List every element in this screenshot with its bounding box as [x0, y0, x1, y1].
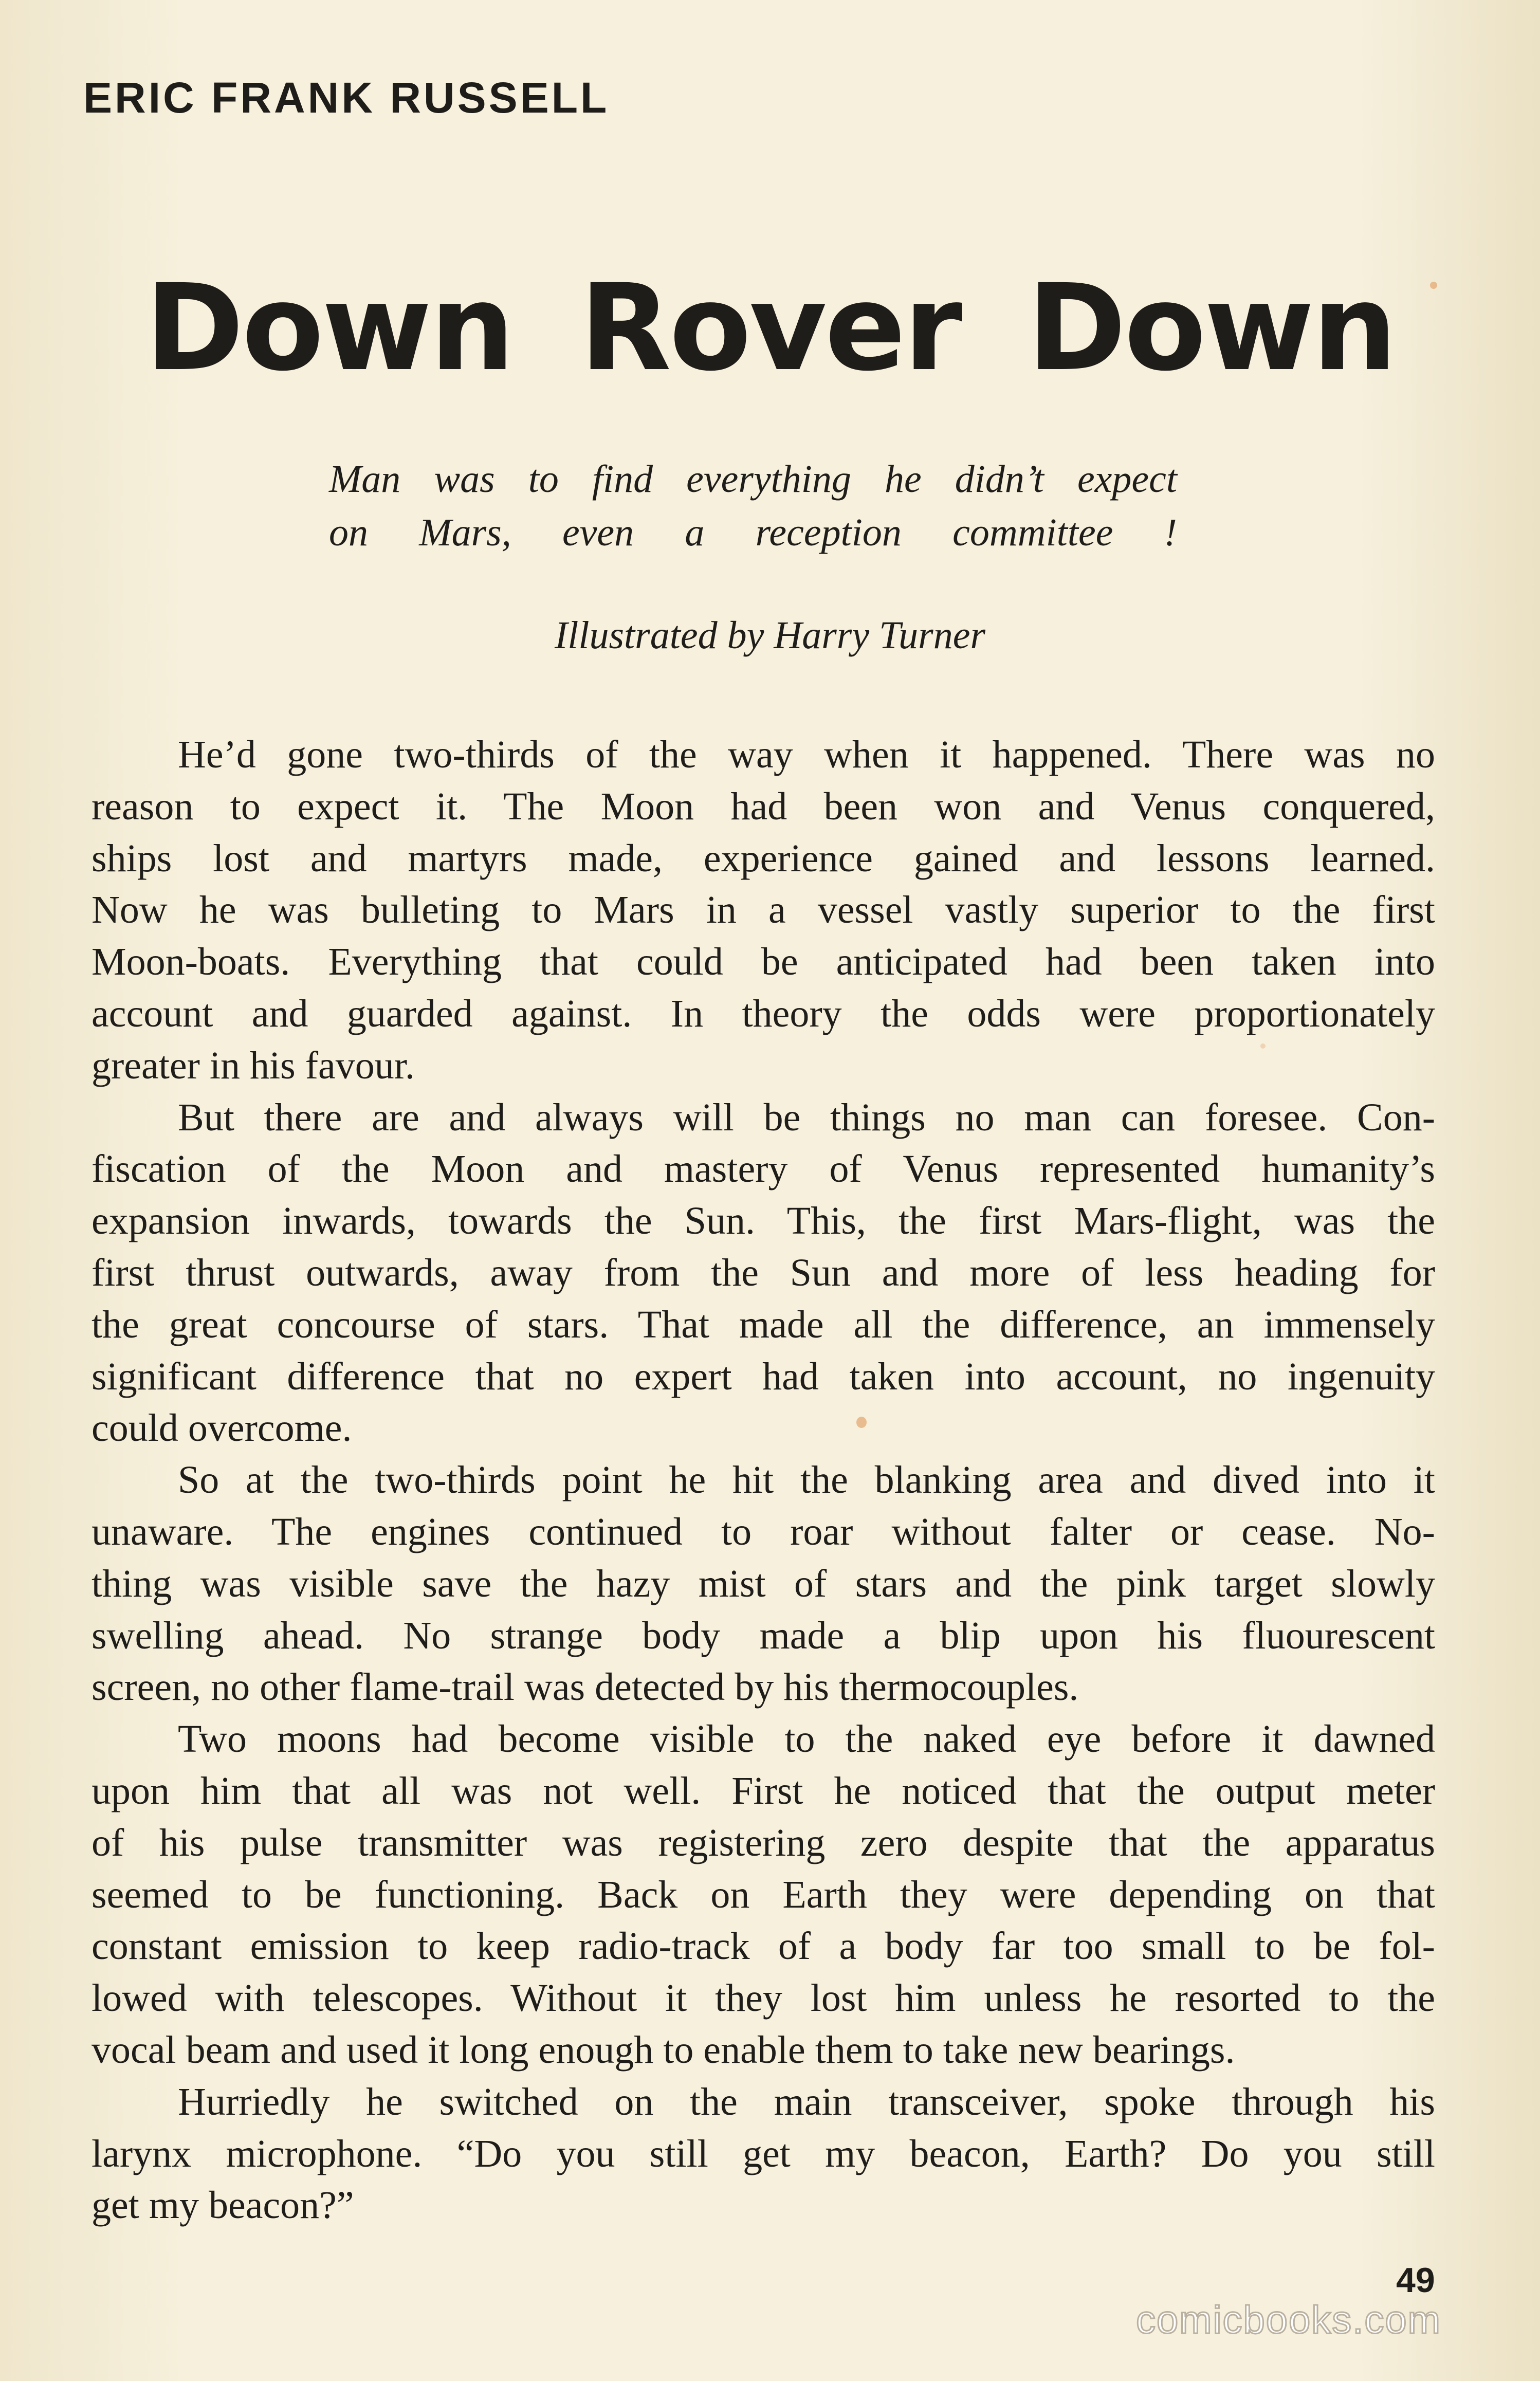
- story-title: [0, 259, 1540, 397]
- story-body: [91, 729, 1435, 2231]
- body-paragraph: [91, 1713, 1435, 2076]
- author-name: ERIC FRANK RUSSELL: [83, 74, 610, 122]
- body-line: screen, no other flame-trail was detected by his thermocouples.: [91, 1665, 1079, 1709]
- title-word-3: Down: [1027, 259, 1395, 397]
- body-line: swelling ahead. No strange body made a blip upon his fluourescent: [91, 1614, 1435, 1657]
- paper-speck: [1430, 282, 1437, 289]
- blurb-line-1: Man was to find everything he didn’t expect: [329, 457, 1177, 501]
- body-line: first thrust outwards, away from the Sun and more of less heading for: [91, 1251, 1435, 1294]
- body-line: upon him that all was not well. First he noticed that the output meter: [91, 1769, 1435, 1812]
- paper-speck: [1260, 1043, 1266, 1049]
- body-line: reason to expect it. The Moon had been won and Venus conquered,: [91, 784, 1435, 828]
- body-line: seemed to be functioning. Back on Earth they were depending on that: [91, 1873, 1435, 1916]
- body-line: ships lost and martyrs made, experience gained and lessons learned.: [91, 836, 1435, 880]
- body-line: lowed with telescopes. Without it they lost him unless he resorted to the: [91, 1976, 1435, 2020]
- body-line: the great concourse of stars. That made all the difference, an immensely: [91, 1303, 1435, 1346]
- body-line: So at the two-thirds point he hit the blanking area and dived into it: [178, 1458, 1435, 1502]
- story-blurb: [329, 452, 1177, 559]
- illustrator-credit: Illustrated by Harry Turner: [554, 614, 986, 657]
- page-number: 49: [1396, 2261, 1435, 2300]
- body-line: get my beacon?”: [91, 2184, 354, 2227]
- body-line: could overcome.: [91, 1406, 352, 1450]
- body-line: Two moons had become visible to the naked eye before it dawned: [178, 1717, 1435, 1761]
- body-line: greater in his favour.: [91, 1043, 415, 1087]
- blurb-line-2: on Mars, even a reception committee !: [329, 511, 1177, 554]
- body-line: Hurriedly he switched on the main transceiver, spoke through his: [178, 2080, 1435, 2123]
- body-paragraph: [91, 1454, 1435, 1713]
- body-line: unaware. The engines continued to roar without falter or cease. No-: [91, 1510, 1435, 1553]
- body-line: vocal beam and used it long enough to enable them to take new bearings.: [91, 2028, 1235, 2072]
- body-line: account and guarded against. In theory the odds were proportionately: [91, 992, 1435, 1035]
- body-paragraph: [91, 1092, 1435, 1455]
- paper-speck: [856, 1417, 867, 1428]
- watermark-logo: comicbooks.com: [1136, 2298, 1441, 2342]
- body-line: significant difference that no expert had taken into account, no ingenuity: [91, 1354, 1435, 1398]
- body-paragraph: [91, 2076, 1435, 2231]
- body-paragraph: [91, 729, 1435, 1092]
- title-word-1: Down: [145, 259, 513, 397]
- body-line: Moon-boats. Everything that could be anticipated had been taken into: [91, 940, 1435, 984]
- body-line: of his pulse transmitter was registering zero despite that the apparatus: [91, 1821, 1435, 1864]
- body-line: constant emission to keep radio-track of a body far too small to be fol-: [91, 1925, 1435, 1968]
- title-word-2: Rover: [579, 259, 961, 397]
- body-line: larynx microphone. “Do you still get my beacon, Earth? Do you still: [91, 2132, 1435, 2175]
- body-line: But there are and always will be things no man can foresee. Con-: [178, 1095, 1435, 1139]
- body-line: thing was visible save the hazy mist of stars and the pink target slowly: [91, 1562, 1435, 1605]
- body-line: expansion inwards, towards the Sun. This, the first Mars-flight, was the: [91, 1199, 1435, 1243]
- body-line: Now he was bulleting to Mars in a vessel vastly superior to the first: [91, 888, 1435, 932]
- body-line: He’d gone two-thirds of the way when it happened. There was no: [178, 733, 1435, 776]
- body-line: fiscation of the Moon and mastery of Venus represented humanity’s: [91, 1147, 1435, 1191]
